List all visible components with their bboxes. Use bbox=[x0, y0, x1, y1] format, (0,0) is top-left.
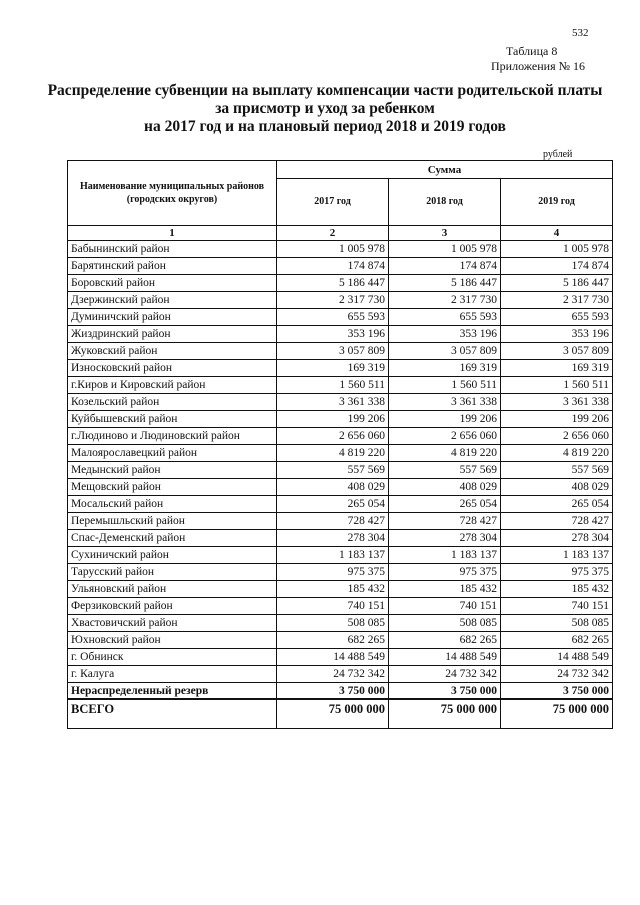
district-name: Износковский район bbox=[68, 360, 277, 377]
district-name: Бабынинский район bbox=[68, 241, 277, 258]
value-2017: 508 085 bbox=[277, 615, 389, 632]
value-2018: 975 375 bbox=[389, 564, 501, 581]
column-header-2017: 2017 год bbox=[277, 179, 389, 226]
value-2018: 1 560 511 bbox=[389, 377, 501, 394]
value-2019: 4 819 220 bbox=[501, 445, 613, 462]
value-2018: 557 569 bbox=[389, 462, 501, 479]
value-2019: 169 319 bbox=[501, 360, 613, 377]
reserve-label: Нераспределенный резерв bbox=[68, 683, 277, 700]
value-2018: 199 206 bbox=[389, 411, 501, 428]
district-name: Жуковский район bbox=[68, 343, 277, 360]
value-2017: 975 375 bbox=[277, 564, 389, 581]
value-2019: 14 488 549 bbox=[501, 649, 613, 666]
district-name: Мосальский район bbox=[68, 496, 277, 513]
value-2019: 975 375 bbox=[501, 564, 613, 581]
column-number: 1 bbox=[68, 226, 277, 241]
value-2019: 353 196 bbox=[501, 326, 613, 343]
currency-note: рублей bbox=[543, 149, 573, 160]
value-2018: 2 317 730 bbox=[389, 292, 501, 309]
value-2018: 24 732 342 bbox=[389, 666, 501, 683]
table-row bbox=[68, 666, 613, 683]
district-name: Козельский район bbox=[68, 394, 277, 411]
value-2017: 199 206 bbox=[277, 411, 389, 428]
table-row bbox=[68, 275, 613, 292]
table-row bbox=[68, 530, 613, 547]
title-line-3: на 2017 год и на плановый период 2018 и 2019 годов bbox=[144, 118, 506, 135]
value-2019: 1 560 511 bbox=[501, 377, 613, 394]
district-name: Сухиничский район bbox=[68, 547, 277, 564]
district-name: Ульяновский район bbox=[68, 581, 277, 598]
value-2018: 3 057 809 bbox=[389, 343, 501, 360]
value-2017: 5 186 447 bbox=[277, 275, 389, 292]
district-name: г. Калуга bbox=[68, 666, 277, 683]
total-label: ВСЕГО bbox=[68, 699, 277, 729]
table-row bbox=[68, 632, 613, 649]
value-2019: 2 317 730 bbox=[501, 292, 613, 309]
value-2019: 728 427 bbox=[501, 513, 613, 530]
value-2018: 3 361 338 bbox=[389, 394, 501, 411]
reserve-2017: 3 750 000 bbox=[277, 683, 389, 700]
district-name: Боровский район bbox=[68, 275, 277, 292]
column-header-name: Наименование муниципальных районов (городских округов) bbox=[68, 161, 277, 226]
value-2019: 655 593 bbox=[501, 309, 613, 326]
district-name: Дзержинский район bbox=[68, 292, 277, 309]
value-2018: 4 819 220 bbox=[389, 445, 501, 462]
value-2018: 14 488 549 bbox=[389, 649, 501, 666]
total-2017: 75 000 000 bbox=[277, 699, 389, 729]
table-row bbox=[68, 564, 613, 581]
table-row bbox=[68, 394, 613, 411]
value-2017: 2 656 060 bbox=[277, 428, 389, 445]
value-2018: 5 186 447 bbox=[389, 275, 501, 292]
value-2018: 353 196 bbox=[389, 326, 501, 343]
value-2017: 1 005 978 bbox=[277, 241, 389, 258]
value-2019: 185 432 bbox=[501, 581, 613, 598]
column-number: 3 bbox=[389, 226, 501, 241]
subvention-table bbox=[67, 160, 613, 729]
column-header-2019: 2019 год bbox=[501, 179, 613, 226]
table-row bbox=[68, 598, 613, 615]
value-2018: 408 029 bbox=[389, 479, 501, 496]
table-row bbox=[68, 479, 613, 496]
district-name: Малоярославецкий район bbox=[68, 445, 277, 462]
value-2018: 740 151 bbox=[389, 598, 501, 615]
value-2018: 174 874 bbox=[389, 258, 501, 275]
table-row bbox=[68, 462, 613, 479]
value-2017: 3 057 809 bbox=[277, 343, 389, 360]
value-2017: 14 488 549 bbox=[277, 649, 389, 666]
value-2018: 682 265 bbox=[389, 632, 501, 649]
value-2019: 24 732 342 bbox=[501, 666, 613, 683]
table-row bbox=[68, 496, 613, 513]
table-row bbox=[68, 241, 613, 258]
table-row bbox=[68, 411, 613, 428]
total-2018: 75 000 000 bbox=[389, 699, 501, 729]
value-2018: 2 656 060 bbox=[389, 428, 501, 445]
page-number: 532 bbox=[572, 27, 589, 39]
value-2019: 408 029 bbox=[501, 479, 613, 496]
value-2019: 1 183 137 bbox=[501, 547, 613, 564]
value-2019: 682 265 bbox=[501, 632, 613, 649]
value-2017: 185 432 bbox=[277, 581, 389, 598]
value-2019: 265 054 bbox=[501, 496, 613, 513]
district-name: Хвастовичский район bbox=[68, 615, 277, 632]
value-2018: 185 432 bbox=[389, 581, 501, 598]
column-header-2018: 2018 год bbox=[389, 179, 501, 226]
value-2017: 174 874 bbox=[277, 258, 389, 275]
table-row bbox=[68, 513, 613, 530]
value-2017: 1 560 511 bbox=[277, 377, 389, 394]
value-2017: 4 819 220 bbox=[277, 445, 389, 462]
table-row bbox=[68, 581, 613, 598]
column-numbers-row bbox=[68, 226, 613, 241]
reserve-2018: 3 750 000 bbox=[389, 683, 501, 700]
value-2019: 557 569 bbox=[501, 462, 613, 479]
table-reference: Таблица 8 bbox=[506, 44, 558, 58]
table-row bbox=[68, 326, 613, 343]
value-2018: 1 183 137 bbox=[389, 547, 501, 564]
value-2017: 24 732 342 bbox=[277, 666, 389, 683]
value-2019: 3 057 809 bbox=[501, 343, 613, 360]
value-2017: 682 265 bbox=[277, 632, 389, 649]
value-2019: 5 186 447 bbox=[501, 275, 613, 292]
value-2019: 740 151 bbox=[501, 598, 613, 615]
column-number: 2 bbox=[277, 226, 389, 241]
value-2018: 169 319 bbox=[389, 360, 501, 377]
table-row bbox=[68, 649, 613, 666]
value-2017: 169 319 bbox=[277, 360, 389, 377]
value-2017: 1 183 137 bbox=[277, 547, 389, 564]
value-2017: 3 361 338 bbox=[277, 394, 389, 411]
district-name: Куйбышевский район bbox=[68, 411, 277, 428]
district-name: г.Людиново и Людиновский район bbox=[68, 428, 277, 445]
value-2017: 408 029 bbox=[277, 479, 389, 496]
value-2018: 265 054 bbox=[389, 496, 501, 513]
value-2019: 508 085 bbox=[501, 615, 613, 632]
table-row bbox=[68, 309, 613, 326]
value-2017: 265 054 bbox=[277, 496, 389, 513]
total-row bbox=[68, 699, 613, 729]
table-row bbox=[68, 445, 613, 462]
district-name: Тарусский район bbox=[68, 564, 277, 581]
table-row bbox=[68, 428, 613, 445]
value-2017: 278 304 bbox=[277, 530, 389, 547]
table-row bbox=[68, 343, 613, 360]
value-2019: 199 206 bbox=[501, 411, 613, 428]
table-row bbox=[68, 547, 613, 564]
reserve-2019: 3 750 000 bbox=[501, 683, 613, 700]
table-body bbox=[68, 241, 613, 683]
district-name: Барятинский район bbox=[68, 258, 277, 275]
district-name: Спас-Деменский район bbox=[68, 530, 277, 547]
district-name: Медынский район bbox=[68, 462, 277, 479]
value-2018: 728 427 bbox=[389, 513, 501, 530]
district-name: г.Киров и Кировский район bbox=[68, 377, 277, 394]
table-row bbox=[68, 360, 613, 377]
appendix-reference: Приложения № 16 bbox=[491, 59, 586, 73]
title-line-2: за присмотр и уход за ребенком bbox=[215, 100, 435, 117]
value-2018: 278 304 bbox=[389, 530, 501, 547]
value-2019: 2 656 060 bbox=[501, 428, 613, 445]
title-line-1: Распределение субвенции на выплату компенсации части родительской платы bbox=[47, 82, 603, 99]
reserve-row bbox=[68, 683, 613, 700]
district-name: Мещовский район bbox=[68, 479, 277, 496]
value-2019: 3 361 338 bbox=[501, 394, 613, 411]
table-row bbox=[68, 377, 613, 394]
column-header-sum: Сумма bbox=[277, 161, 613, 179]
document-title bbox=[40, 82, 610, 136]
district-name: Перемышльский район bbox=[68, 513, 277, 530]
value-2017: 728 427 bbox=[277, 513, 389, 530]
value-2019: 1 005 978 bbox=[501, 241, 613, 258]
value-2019: 278 304 bbox=[501, 530, 613, 547]
district-name: Жиздринский район bbox=[68, 326, 277, 343]
value-2017: 353 196 bbox=[277, 326, 389, 343]
value-2018: 655 593 bbox=[389, 309, 501, 326]
value-2017: 740 151 bbox=[277, 598, 389, 615]
table-row bbox=[68, 292, 613, 309]
value-2018: 1 005 978 bbox=[389, 241, 501, 258]
value-2019: 174 874 bbox=[501, 258, 613, 275]
table-row bbox=[68, 258, 613, 275]
value-2017: 557 569 bbox=[277, 462, 389, 479]
column-number: 4 bbox=[501, 226, 613, 241]
value-2018: 508 085 bbox=[389, 615, 501, 632]
value-2017: 655 593 bbox=[277, 309, 389, 326]
district-name: г. Обнинск bbox=[68, 649, 277, 666]
total-2019: 75 000 000 bbox=[501, 699, 613, 729]
value-2017: 2 317 730 bbox=[277, 292, 389, 309]
district-name: Ферзиковский район bbox=[68, 598, 277, 615]
district-name: Думиничский район bbox=[68, 309, 277, 326]
district-name: Юхновский район bbox=[68, 632, 277, 649]
table-row bbox=[68, 615, 613, 632]
